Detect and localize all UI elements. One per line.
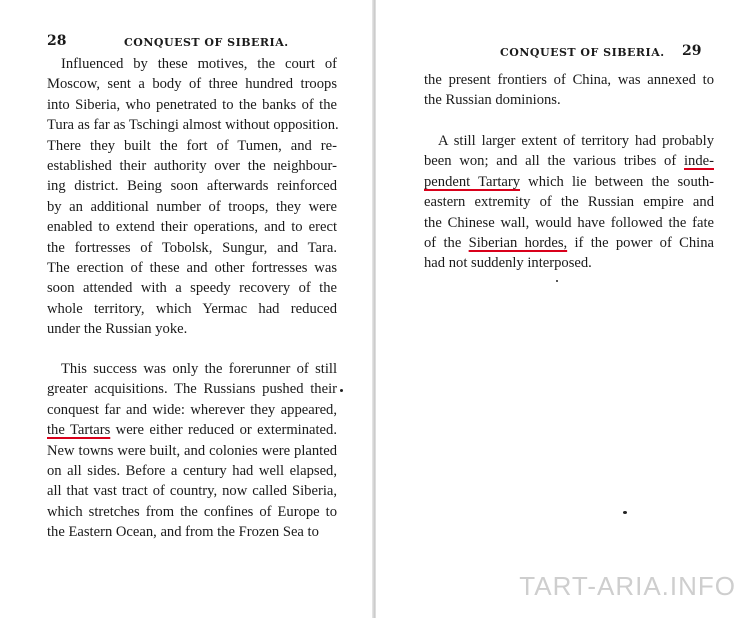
left-paragraph-2: [47, 359, 337, 543]
red-underline: inde-: [684, 153, 714, 170]
text-line: under the Russian yoke.: [47, 321, 188, 338]
right-paragraph-2: [424, 131, 714, 274]
text-line: Moscow, sent a body of three hundred troops: [47, 76, 337, 93]
text-line: soon attended with a speedy recovery of the: [47, 280, 337, 297]
text-line-underlined: been won; and all the various tribes of inde-: [424, 153, 714, 170]
running-head-right: CONQUEST OF SIBERIA.: [500, 46, 665, 59]
text-line: the Russian dominions.: [424, 92, 561, 109]
watermark: TART-ARIA.INFO: [519, 571, 736, 601]
text-line-underlined: of the Siberian hordes, if the power of China: [424, 234, 714, 251]
text-line: established their authority over the neighbour-: [47, 157, 337, 174]
page-number-left: 28: [47, 33, 67, 49]
text-line: New towns were built, and colonies were planted: [47, 442, 337, 459]
text-line: The erection of these and other fortresses was: [47, 259, 337, 276]
print-speck: [340, 389, 343, 392]
text-line: There they built the fort of Tumen, and re-: [47, 137, 337, 154]
text-line: enabled to extend their operations, and to erect: [47, 219, 337, 236]
text-line: Tura as far as Tschingi almost without opposition.: [47, 117, 339, 134]
text-line: the fortresses of Tobolsk, Sungur, and Tara.: [47, 239, 337, 256]
text-line: This success was only the forerunner of still: [61, 361, 337, 377]
text-line: on all sides. Before a century had well elapsed,: [47, 462, 337, 479]
text-line: A still larger extent of territory had probably: [438, 133, 714, 149]
print-speck: [623, 511, 627, 514]
right-paragraph-1: [424, 70, 714, 111]
text-line: ing district. Being soon afterwards reinforced: [47, 178, 337, 195]
red-underline: Siberian hordes,: [468, 234, 568, 251]
text-line: greater acquisitions. The Russians pushed their: [47, 381, 337, 398]
text-line: the Chinese wall, would have followed the fate: [424, 214, 714, 231]
red-underline: the Tartars: [47, 422, 111, 439]
left-page: [0, 0, 374, 618]
page-number-right: 29: [682, 43, 702, 59]
text-line: which stretches from the confines of Europe to: [47, 503, 337, 520]
text-line: by an additional number of troops, they were: [47, 198, 337, 215]
text-line: the Eastern Ocean, and from the Frozen Sea to: [47, 524, 319, 541]
text-line-underlined: pendent Tartary which lie between the south-: [424, 173, 714, 190]
text-line: the present frontiers of China, was annexed to: [424, 72, 714, 88]
text-line: all that vast tract of country, now called Siberia,: [47, 483, 337, 500]
text-line: whole territory, which Yermac had reduced: [47, 300, 337, 317]
text-line: had not suddenly interposed.: [424, 255, 592, 272]
red-underline: pendent Tartary: [424, 173, 521, 190]
text-line: Influenced by these motives, the court of: [61, 56, 337, 72]
text-line: conquest far and wide: wherever they appeared,: [47, 401, 337, 418]
left-paragraph-1: [47, 54, 337, 339]
text-line-underlined: the Tartars were either reduced or exterminated.: [47, 422, 337, 439]
running-head-left: CONQUEST OF SIBERIA.: [124, 36, 289, 49]
right-page: [376, 0, 750, 618]
print-speck: [556, 280, 558, 282]
text-line: eastern extremity of the Russian empire and: [424, 194, 714, 211]
text-line: into Siberia, who penetrated to the banks of the: [47, 96, 337, 113]
